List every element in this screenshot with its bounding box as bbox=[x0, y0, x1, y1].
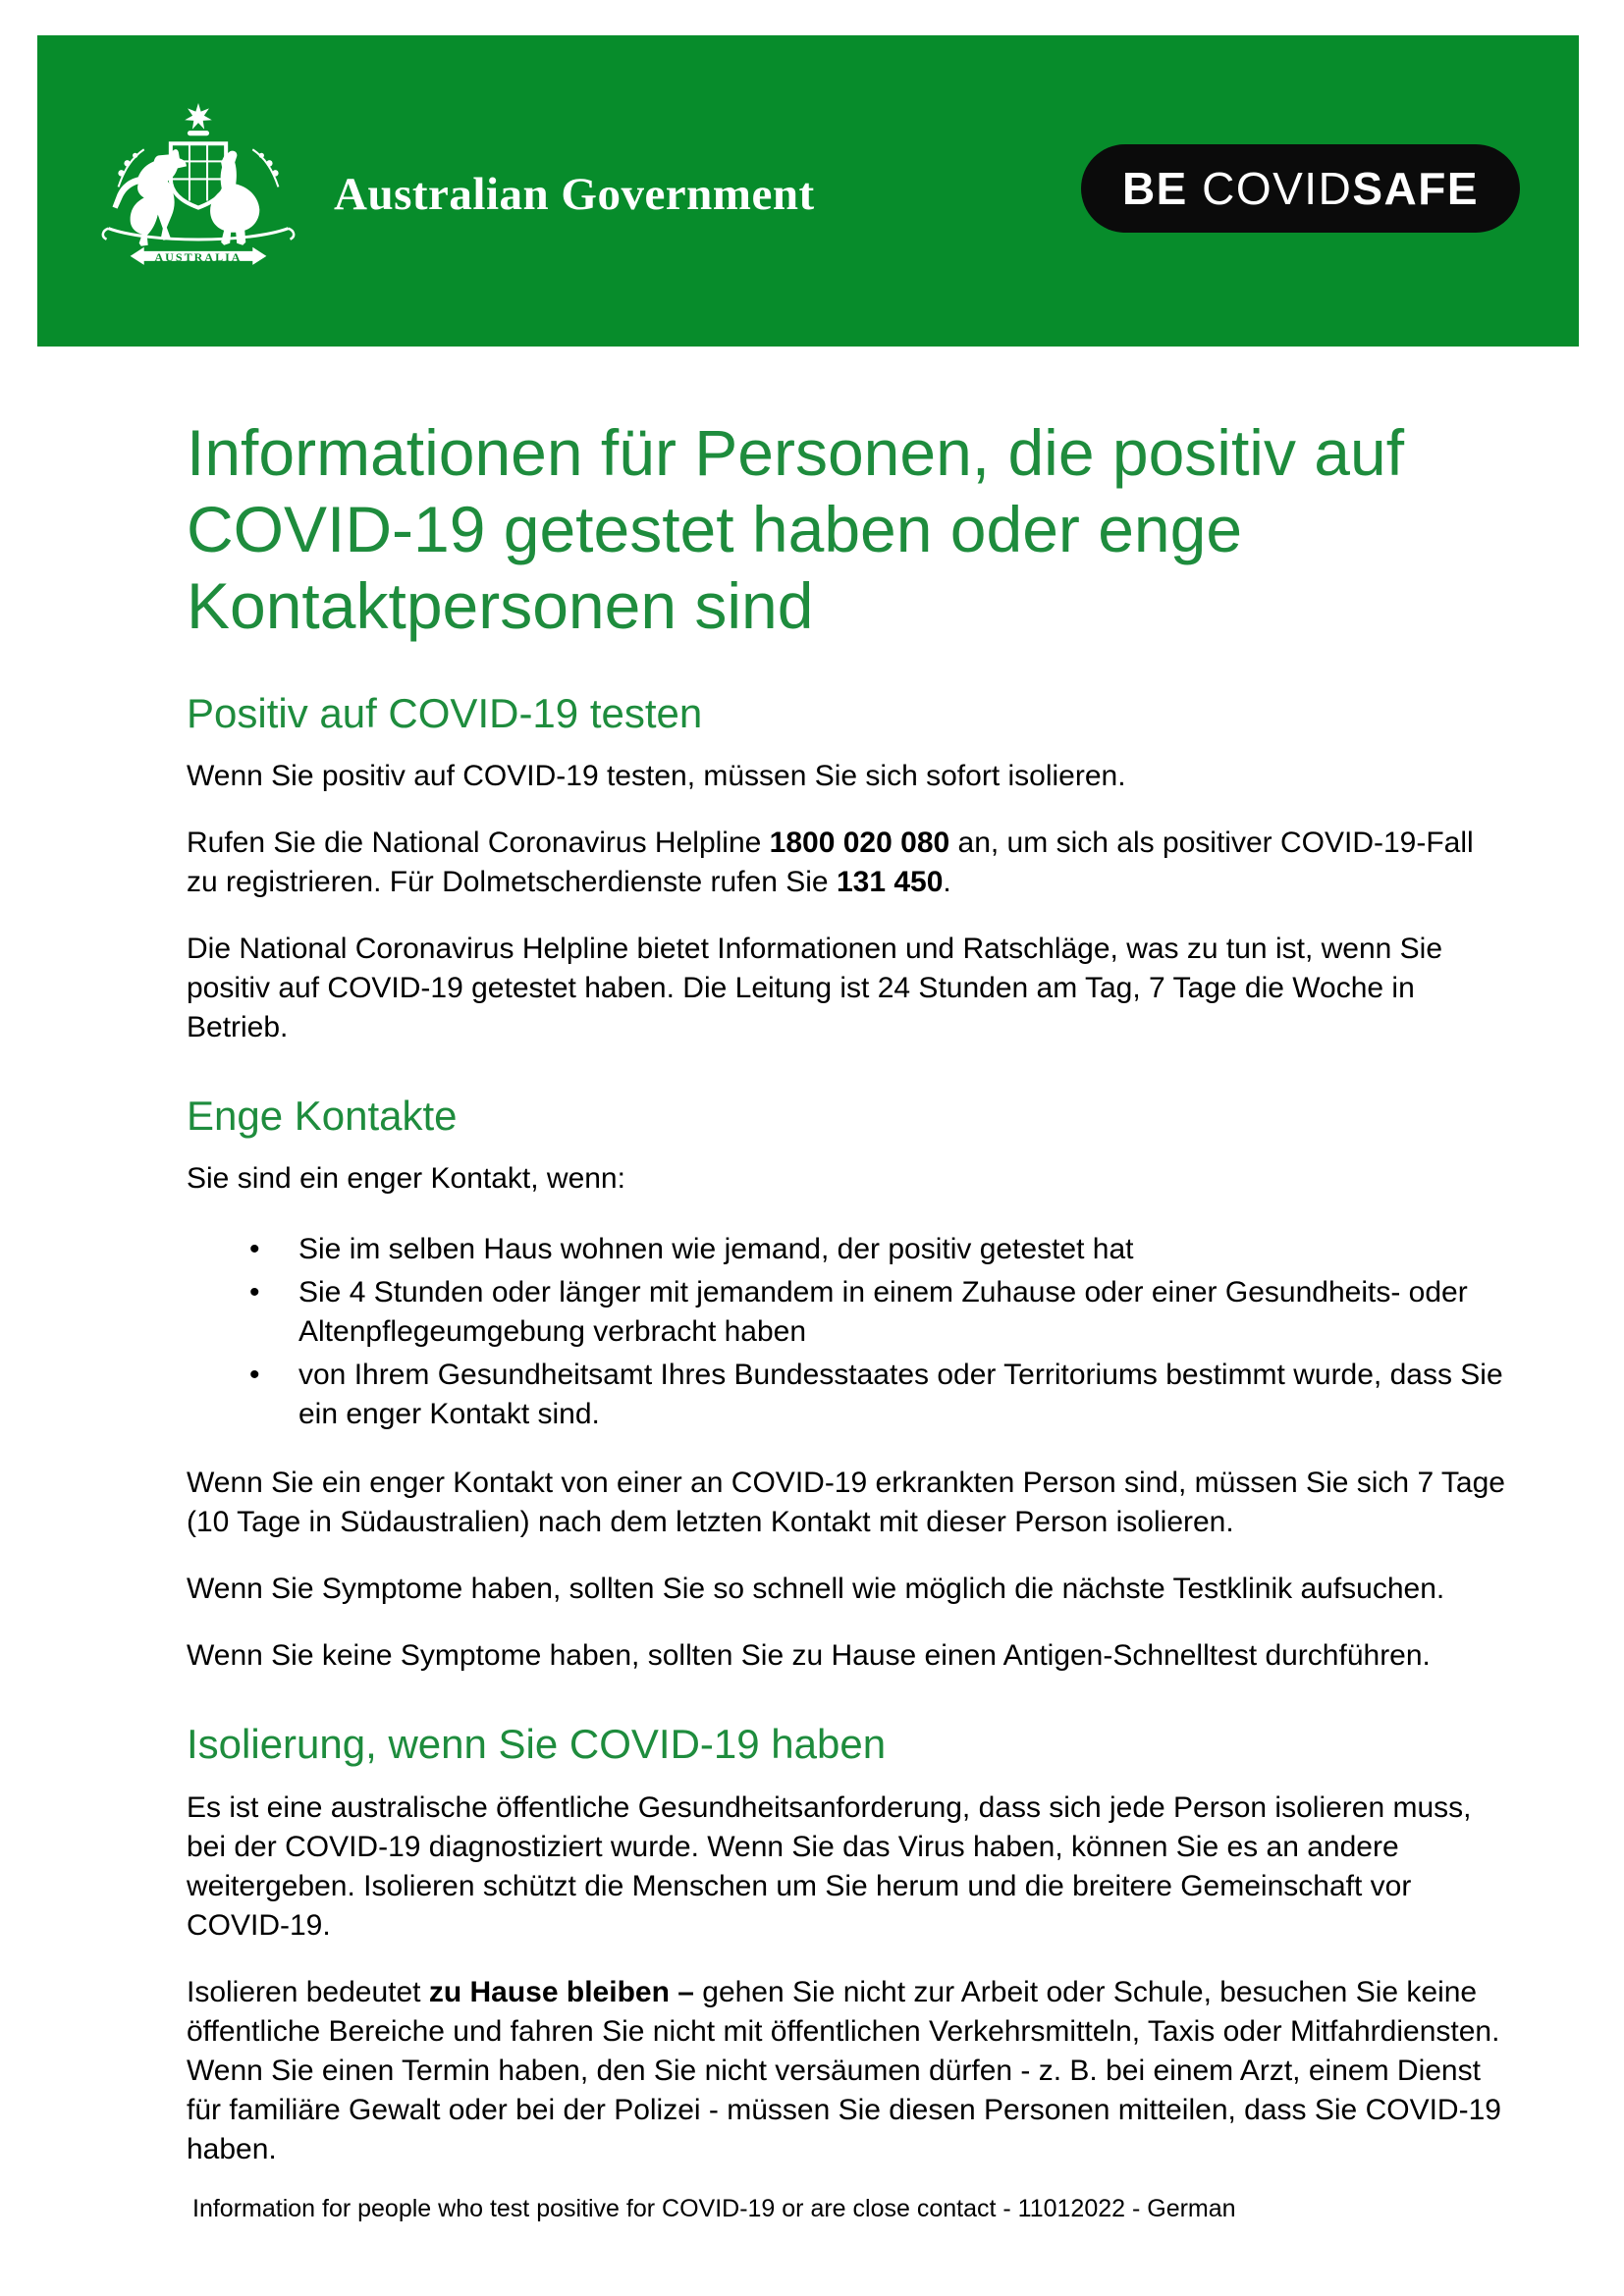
australian-coat-of-arms-icon bbox=[92, 100, 304, 283]
interpreter-number: 131 450 bbox=[836, 865, 944, 898]
badge-covid: COVID bbox=[1202, 162, 1353, 214]
page-title: Informationen für Personen, die positiv auf COVID-19 getestet haben oder enge Kontaktpersonen sind bbox=[187, 416, 1405, 642]
section-heading-close-contacts: Enge Kontakte bbox=[187, 1092, 458, 1139]
paragraph-helpline-text: . bbox=[943, 865, 951, 898]
be-covidsafe-badge bbox=[1081, 144, 1520, 233]
paragraph-stay-home bbox=[187, 1973, 1507, 2169]
paragraph-isolate-immediately: Wenn Sie positiv auf COVID-19 testen, müssen Sie sich sofort isolieren. bbox=[187, 759, 1126, 792]
crest-scroll-label: AUSTRALIA bbox=[154, 249, 243, 264]
footer-note: Information for people who test positive for COVID-19 or are close contact - 11012022 - German bbox=[192, 2195, 1236, 2222]
badge-safe: SAFE bbox=[1352, 162, 1479, 214]
document-content bbox=[187, 347, 1507, 2197]
paragraph-helpline-text: an, um sich als positiver COVID-19-Fall zu registrieren. Für Dolmetscherdienste rufen Sie bbox=[187, 826, 1474, 898]
paragraph-symptoms-clinic: Wenn Sie Symptome haben, sollten Sie so schnell wie möglich die nächste Testklinik aufsuchen. bbox=[187, 1573, 1445, 1606]
paragraph-helpline-text: Rufen Sie die National Coronavirus Helpline bbox=[187, 826, 770, 859]
bullet-item-health-dept: • von Ihrem Gesundheitsamt Ihres Bundesstaates oder Territoriums bestimmt wurde, dass Sie ein enger Kontakt sind. bbox=[187, 1356, 1507, 1434]
gov-label: Australian Government bbox=[334, 168, 815, 220]
paragraph-contact-isolation: Wenn Sie ein enger Kontakt von einer an COVID-19 erkrankten Person sind, müssen Sie sich 7 Tage (10 Tage in Südaustralien) nach dem letzten Kontakt mit dieser Person isolieren. bbox=[187, 1467, 1505, 1539]
paragraph-no-symptoms-rat: Wenn Sie keine Symptome haben, sollten Sie zu Hause einen Antigen-Schnelltest durchführen. bbox=[187, 1639, 1431, 1673]
paragraph-isolation-requirement: Es ist eine australische öffentliche Gesundheitsanforderung, dass sich jede Person isolieren muss, bei der COVID-19 diagnostiziert wurde. Wenn Sie das Virus haben, können Sie es an andere weitergeben. Isolieren schützt die Menschen um Sie herum und die breitere Gemeinschaft vor COVID-19. bbox=[187, 1790, 1472, 1942]
paragraph-helpline bbox=[187, 824, 1507, 902]
section-heading-test-positive: Positiv auf COVID-19 testen bbox=[187, 689, 703, 736]
bullet-item-same-house: • Sie im selben Haus wohnen wie jemand, der positiv getestet hat bbox=[187, 1230, 1507, 1269]
helpline-number: 1800 020 080 bbox=[769, 826, 950, 859]
badge-be: BE bbox=[1121, 162, 1203, 214]
bullet-list bbox=[187, 1230, 1507, 1434]
paragraph-close-contact-intro: Sie sind ein enger Kontakt, wenn: bbox=[187, 1162, 625, 1196]
paragraph-helpline-info: Die National Coronavirus Helpline bietet Informationen und Ratschläge, was zu tun ist, wenn Sie positiv auf COVID-19 getestet haben. Die Leitung ist 24 Stunden am Tag, 7 Tage die Woche in Betrieb. bbox=[187, 932, 1443, 1043]
paragraph-stay-home-text: gehen Sie nicht zur Arbeit oder Schule, besuchen Sie keine öffentliche Bereiche und fahren Sie nicht mit öffentlichen Verkehrsmitteln, Taxis oder Mitfahrdiensten. Wenn Sie einen Termin haben, den Sie nicht versäumen dürfen - z. B. bei einem Arzt, einem Dienst für familiäre Gewalt oder bei der Polizei - müssen Sie diesen Personen mitteilen, dass Sie COVID-19 haben. bbox=[187, 1975, 1501, 2165]
bullet-item-four-hours: • Sie 4 Stunden oder länger mit jemandem in einem Zuhause oder einer Gesundheits- oder Altenpflegeumgebung verbracht haben bbox=[187, 1273, 1507, 1352]
paragraph-stay-home-text: Isolieren bedeutet bbox=[187, 1975, 429, 2008]
stay-home-bold: zu Hause bleiben – bbox=[428, 1975, 694, 2008]
section-heading-isolation: Isolierung, wenn Sie COVID-19 haben bbox=[187, 1721, 887, 1768]
header-banner bbox=[37, 35, 1579, 347]
